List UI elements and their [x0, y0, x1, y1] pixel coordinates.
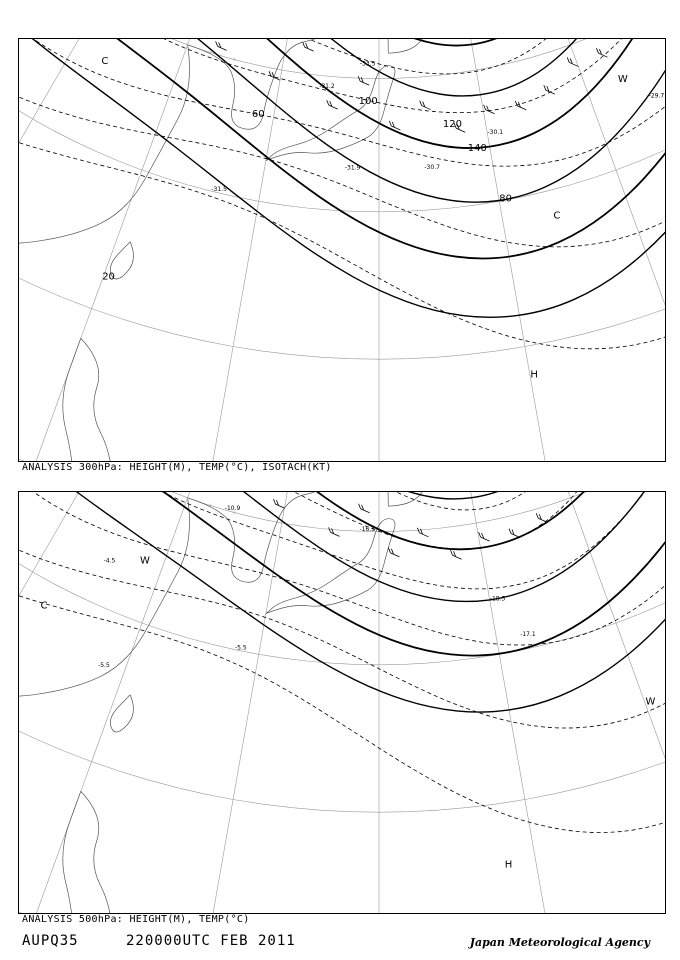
pressure-symbol: H	[504, 859, 513, 871]
meridian-line	[447, 492, 666, 891]
station-temp-label: -29.7	[648, 92, 665, 100]
dashed-contour	[19, 39, 665, 247]
caption-500hpa: ANALYSIS 500hPa: HEIGHT(M), TEMP(°C)	[22, 914, 250, 925]
dashed-contours	[19, 492, 665, 833]
isotach-label: 20	[102, 271, 115, 283]
parallel-line	[19, 39, 665, 212]
wind-barb	[359, 504, 370, 513]
meridian-line	[459, 492, 665, 743]
meridian-line	[19, 39, 327, 461]
station-temp-label: -18.5	[489, 595, 506, 603]
height-contours	[19, 39, 665, 317]
dashed-contour	[19, 492, 665, 833]
agency-name: Japan Meteorological Agency	[469, 936, 650, 949]
caption-300hpa: ANALYSIS 300hPa: HEIGHT(M), TEMP(°C), ISOTACH(KT)	[22, 462, 332, 473]
height-contour	[21, 39, 665, 96]
parallel-line	[19, 492, 665, 913]
wind-barb	[388, 548, 399, 557]
hatch-mark	[232, 58, 236, 62]
meridian-line	[470, 39, 665, 119]
wind-barb	[327, 100, 338, 109]
coastline	[388, 39, 424, 53]
coastlines	[19, 492, 543, 913]
dashed-contour	[19, 39, 665, 74]
isotach-label: 100	[358, 95, 378, 107]
wind-barb	[216, 41, 227, 50]
coastline	[19, 45, 189, 346]
isotach-label: 120	[442, 119, 462, 131]
hatch-mark	[186, 43, 190, 47]
wind-barb	[451, 550, 462, 559]
map-300hpa	[19, 39, 665, 461]
meridian-line	[19, 492, 343, 913]
isotach-label: 80	[499, 193, 513, 205]
meridian-line	[19, 492, 299, 743]
bulletin-code: AUPQ35	[22, 933, 79, 949]
terrain-hatch	[186, 43, 237, 62]
meridian-line	[19, 39, 343, 461]
pressure-symbol: C	[40, 600, 48, 612]
map-labels	[41, 505, 656, 871]
parallel-line	[19, 492, 665, 665]
meridian-line	[19, 39, 312, 438]
pressure-symbol: W	[617, 73, 628, 85]
meridian-line	[432, 39, 666, 461]
pressure-symbol: H	[530, 369, 538, 381]
wind-barbs	[273, 499, 547, 559]
station-temp-label: -33.5	[359, 60, 376, 68]
station-temp-label: -5.5	[235, 644, 247, 652]
valid-time: 220000UTC FEB 2011	[126, 933, 296, 949]
graticule	[19, 492, 665, 913]
station-temp-label: -16.5	[359, 526, 376, 534]
coastline	[266, 519, 395, 614]
meridian-line	[459, 39, 665, 290]
meridian-line	[19, 492, 288, 572]
station-temp-label: -5.5	[98, 662, 110, 670]
station-temp-label: -31.5	[211, 186, 227, 194]
station-temp-label: -4.5	[103, 557, 116, 565]
meridian-line	[19, 39, 288, 119]
coastline	[63, 791, 113, 913]
coastlines	[19, 39, 543, 461]
meridian-line	[470, 492, 665, 572]
meridian-line	[19, 39, 299, 290]
pressure-symbol: C	[553, 210, 561, 222]
hatch-mark	[186, 496, 190, 500]
wind-barb	[596, 48, 607, 57]
hatch-mark	[209, 504, 213, 508]
wind-barb	[536, 513, 547, 522]
pressure-symbol: W	[645, 696, 656, 708]
coastline	[188, 492, 543, 582]
station-temp-label: -30.7	[424, 164, 440, 171]
wind-barb	[273, 499, 284, 508]
pressure-symbol: W	[140, 555, 150, 567]
station-temp-label: -31.9	[344, 164, 361, 172]
meridian-line	[432, 492, 666, 913]
height-contour	[19, 39, 665, 148]
height-contour	[19, 492, 665, 712]
height-contours	[19, 492, 665, 712]
chart-panel-300hpa	[18, 38, 666, 462]
station-temp-label: -17.1	[520, 631, 536, 639]
height-contour	[19, 39, 665, 317]
station-temp-label: -10.9	[224, 504, 241, 512]
meridian-line	[19, 492, 327, 913]
wind-barb	[509, 529, 520, 538]
map-500hpa	[19, 492, 665, 913]
wind-barb	[484, 105, 495, 114]
wind-barb	[515, 101, 526, 110]
meridian-line	[19, 492, 312, 891]
parallel-line	[19, 39, 665, 359]
pressure-symbol: C	[101, 55, 109, 67]
wind-barb	[420, 101, 431, 110]
station-temp-label: -31.2	[319, 83, 335, 91]
coastline	[63, 338, 113, 461]
parallel-line	[19, 492, 665, 532]
isotach-label: 60	[251, 109, 265, 121]
station-temp-label: -30.1	[487, 129, 504, 137]
parallel-line	[19, 492, 665, 812]
map-labels	[101, 56, 664, 381]
wind-barb	[329, 527, 340, 536]
meridian-line	[397, 492, 587, 913]
isotach-label: 140	[467, 142, 487, 154]
meridian-line	[447, 39, 666, 438]
wind-barb	[358, 76, 369, 85]
coastline	[19, 498, 189, 799]
wind-barb	[303, 42, 314, 51]
wind-barb	[479, 532, 490, 541]
chart-panel-500hpa	[18, 491, 666, 914]
